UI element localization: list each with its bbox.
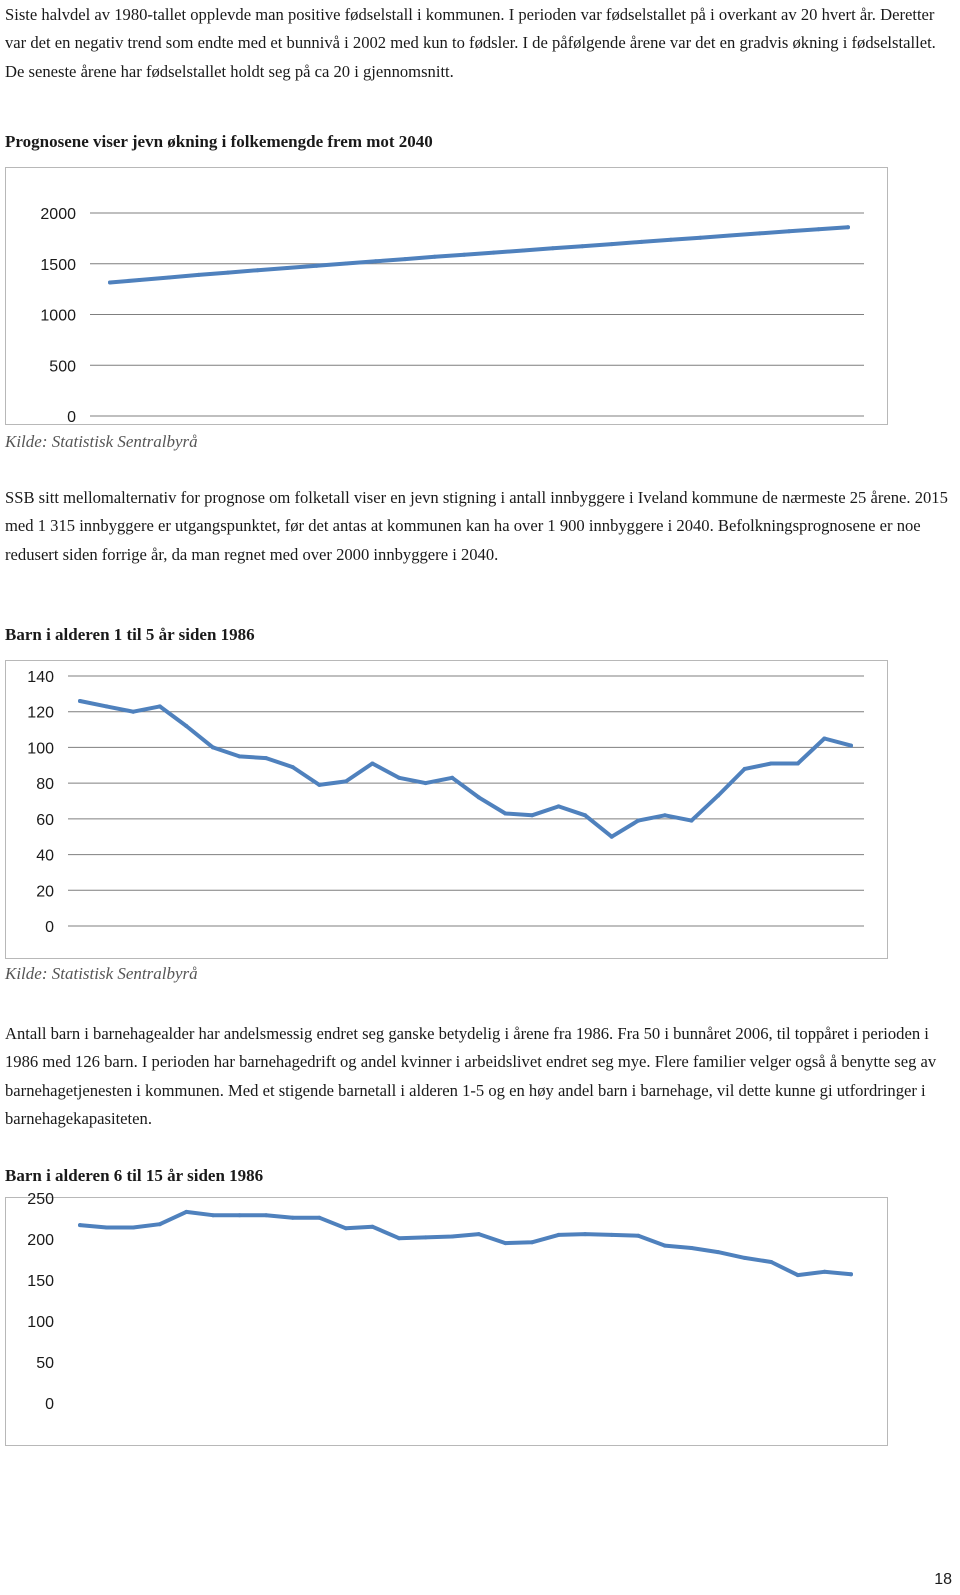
data-point <box>158 704 162 708</box>
data-point <box>138 278 142 282</box>
data-point <box>690 819 694 823</box>
y-tick-label: 50 <box>36 1355 54 1372</box>
data-point <box>256 268 260 272</box>
data-point <box>184 724 188 728</box>
data-point <box>397 1236 401 1240</box>
data-point <box>769 1260 773 1264</box>
data-point <box>757 231 761 235</box>
data-point <box>849 744 853 748</box>
data-point <box>477 1232 481 1236</box>
data-point <box>167 276 171 280</box>
data-point <box>264 756 268 760</box>
data-point <box>583 813 587 817</box>
data-point <box>238 1213 242 1217</box>
data-point <box>551 246 555 250</box>
y-tick-label: 1000 <box>40 307 76 325</box>
y-tick-label: 1500 <box>40 256 76 274</box>
data-point <box>743 767 747 771</box>
data-point <box>743 1256 747 1260</box>
data-point <box>131 1226 135 1230</box>
prognosis-paragraph: SSB sitt mellomalternativ for prognose om folketall viser en jevn stigning i antall innbyggere i Iveland kommune de nærmeste 25 årene. 2015 med 1 315 innbyggere er utgangspunktet, før det antas at kommunen kan ha over 1 900 innbyggere i 2040. Befolkningsprognosene er noe redusert siden forrige år, da man regnet med over 2000 innbyggere i 2040. <box>5 488 948 564</box>
data-point <box>105 1226 109 1230</box>
data-point <box>108 281 112 285</box>
y-tick-label: 0 <box>45 919 54 936</box>
data-point <box>424 781 428 785</box>
age-6-15-chart-title: Barn i alderen 6 til 15 år siden 1986 <box>5 1166 264 1185</box>
data-point <box>663 813 667 817</box>
data-point <box>610 835 614 839</box>
age-1-5-chart <box>6 661 889 960</box>
age-1-5-source: Kilde: Statistisk Sentralbyrå <box>5 964 198 983</box>
data-point <box>557 1233 561 1237</box>
data-point <box>636 1234 640 1238</box>
data-point <box>557 804 561 808</box>
data-point <box>698 236 702 240</box>
y-tick-label: 250 <box>27 1191 54 1208</box>
data-point <box>583 1232 587 1236</box>
data-point <box>610 1233 614 1237</box>
data-point <box>184 1210 188 1214</box>
data-point <box>197 273 201 277</box>
y-tick-label: 140 <box>27 669 54 686</box>
data-point <box>264 1213 268 1217</box>
data-point <box>317 783 321 787</box>
data-point <box>374 259 378 263</box>
data-point <box>728 234 732 238</box>
data-point <box>769 762 773 766</box>
y-tick-label: 20 <box>36 883 54 901</box>
data-point <box>424 1235 428 1239</box>
age-1-5-chart-title: Barn i alderen 1 til 5 år siden 1986 <box>5 625 255 644</box>
y-tick-label: 0 <box>45 1396 54 1413</box>
prognosis-source: Kilde: Statistisk Sentralbyrå <box>5 432 198 451</box>
data-point <box>291 1216 295 1220</box>
y-tick-label: 100 <box>27 1314 54 1331</box>
data-point <box>131 710 135 714</box>
age-6-15-chart-frame <box>5 1191 888 1446</box>
data-point <box>796 1273 800 1277</box>
data-point <box>580 244 584 248</box>
y-tick-label: 2000 <box>40 206 76 223</box>
data-point <box>226 271 230 275</box>
data-point <box>105 704 109 708</box>
data-point <box>211 745 215 749</box>
data-point <box>663 1244 667 1248</box>
data-point <box>397 776 401 780</box>
data-point <box>822 1270 826 1274</box>
y-tick-label: 80 <box>36 776 54 794</box>
y-tick-label: 40 <box>36 847 54 865</box>
y-tick-label: 500 <box>49 358 76 376</box>
data-point <box>787 229 791 233</box>
data-point <box>530 1240 534 1244</box>
y-tick-label: 100 <box>27 740 54 758</box>
data-point <box>716 1250 720 1254</box>
series-line <box>110 227 848 282</box>
data-point <box>370 762 374 766</box>
data-point <box>78 1223 82 1227</box>
data-point <box>238 754 242 758</box>
age-6-15-chart <box>6 1191 889 1447</box>
y-tick-label: 150 <box>27 1273 54 1290</box>
data-point <box>796 762 800 766</box>
data-point <box>315 264 319 268</box>
data-point <box>344 1226 348 1230</box>
data-point <box>433 255 437 259</box>
data-point <box>503 812 507 816</box>
series-line <box>80 1212 851 1275</box>
y-tick-label: 120 <box>27 704 54 722</box>
data-point <box>344 262 348 266</box>
data-point <box>158 1222 162 1226</box>
data-point <box>211 1213 215 1217</box>
data-point <box>610 242 614 246</box>
data-point <box>450 1235 454 1239</box>
data-point <box>291 765 295 769</box>
data-point <box>690 1246 694 1250</box>
data-point <box>450 776 454 780</box>
data-point <box>477 795 481 799</box>
data-point <box>669 238 673 242</box>
prognosis-chart-frame <box>5 167 888 425</box>
data-point <box>462 253 466 257</box>
data-point <box>403 257 407 261</box>
data-point <box>530 813 534 817</box>
data-point <box>503 1241 507 1245</box>
data-point <box>285 266 289 270</box>
kindergarten-paragraph: Antall barn i barnehagealder har andelsmessig endret seg ganske betydelig i årene fra 1986. Fra 50 i bunnåret 2006, til toppåret i perioden i 1986 med 126 barn. I perioden har barnehagedrift og andel kvinner i arbeidslivet endret seg mye. Flere familier velger også å benytte seg av barnehagetjenesten i kommunen. Med et stigende barnetall i alderen 1-5 og en høy andel barn i barnehage, vil dette kunne gi utfordringer i barnehagekapasiteten. <box>5 1024 937 1129</box>
data-point <box>849 1272 853 1276</box>
data-point <box>370 1225 374 1229</box>
data-point <box>822 737 826 741</box>
age-1-5-chart-frame <box>5 660 888 959</box>
data-point <box>344 779 348 783</box>
data-point <box>639 240 643 244</box>
y-tick-label: 0 <box>67 409 76 426</box>
data-point <box>521 249 525 253</box>
page-number: 18 <box>934 1571 952 1588</box>
prognosis-chart <box>6 168 889 426</box>
y-tick-label: 60 <box>36 811 54 829</box>
data-point <box>846 225 850 229</box>
data-point <box>636 819 640 823</box>
prognosis-chart-title: Prognosene viser jevn økning i folkemengde frem mot 2040 <box>5 132 433 151</box>
y-tick-label: 200 <box>27 1232 54 1249</box>
series-line <box>80 701 851 837</box>
data-point <box>317 1216 321 1220</box>
data-point <box>716 794 720 798</box>
data-point <box>817 227 821 231</box>
data-point <box>78 699 82 703</box>
data-point <box>492 251 496 255</box>
intro-paragraph: Siste halvdel av 1980-tallet opplevde man positive fødselstall i kommunen. I perioden var fødselstallet på i overkant av 20 hvert år. Deretter var det en negativ trend som endte med et bunnivå i 2002 med kun to fødsler. I de påfølgende årene var det en gradvis økning i fødselstallet. De seneste årene har fødselstallet holdt seg på ca 20 i gjennomsnitt. <box>5 5 936 81</box>
